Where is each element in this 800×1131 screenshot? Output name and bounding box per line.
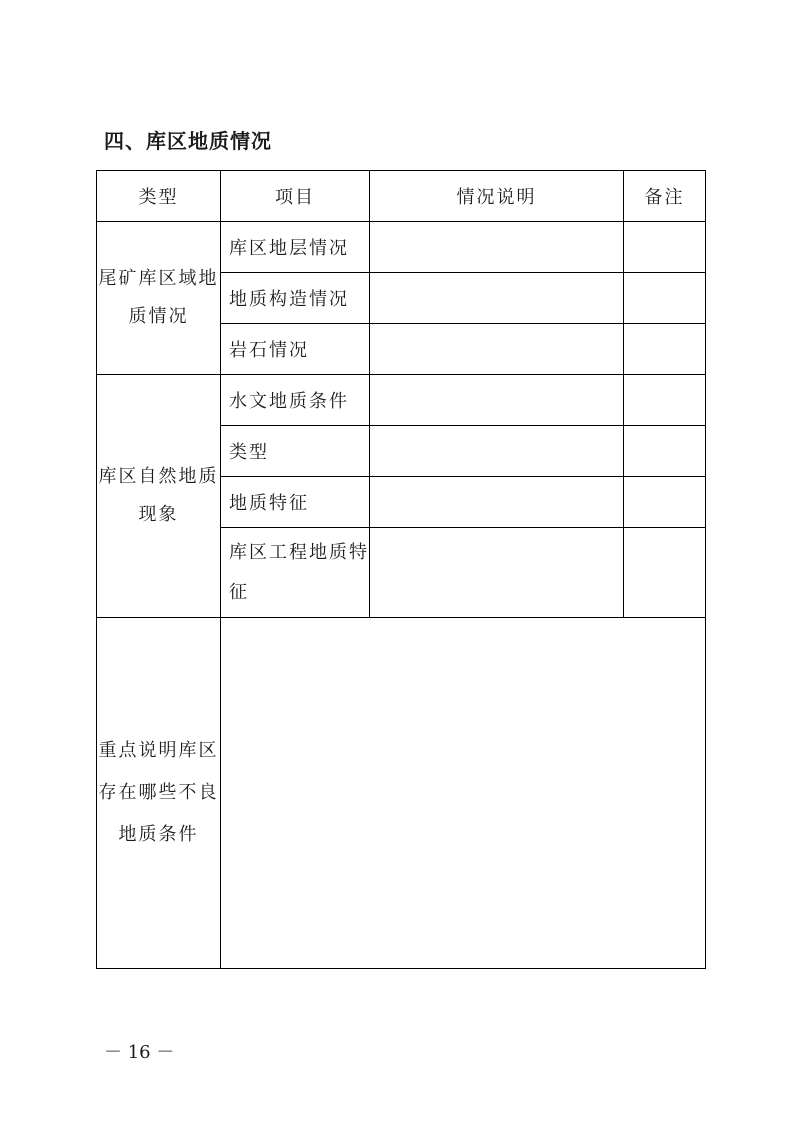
remarks-cell[interactable]: [624, 528, 706, 618]
page-number: － 16 －: [104, 1042, 175, 1063]
remarks-cell[interactable]: [624, 222, 706, 273]
remarks-cell[interactable]: [624, 477, 706, 528]
item-cell: 岩石情况: [221, 324, 370, 375]
item-cell: 库区地层情况: [221, 222, 370, 273]
header-item: 项目: [221, 171, 370, 222]
description-cell[interactable]: [370, 477, 624, 528]
category-cell: 库区自然地质现象: [97, 375, 221, 618]
header-remarks: 备注: [624, 171, 706, 222]
category-cell: 重点说明库区存在哪些不良地质条件: [97, 618, 221, 969]
section-title: 四、库区地质情况: [104, 129, 272, 153]
category-cell: 尾矿库区域地质情况: [97, 222, 221, 375]
header-type: 类型: [97, 171, 221, 222]
remarks-cell[interactable]: [624, 426, 706, 477]
description-cell[interactable]: [370, 222, 624, 273]
notes-area[interactable]: [221, 618, 706, 969]
description-cell[interactable]: [370, 426, 624, 477]
description-cell[interactable]: [370, 375, 624, 426]
table-row: [97, 375, 706, 426]
header-description: 情况说明: [370, 171, 624, 222]
item-cell: 库区工程地质特征: [221, 528, 370, 618]
table-row: [97, 618, 706, 969]
description-cell[interactable]: [370, 273, 624, 324]
description-cell[interactable]: [370, 324, 624, 375]
table-row: [97, 222, 706, 273]
description-cell[interactable]: [370, 528, 624, 618]
remarks-cell[interactable]: [624, 375, 706, 426]
item-cell: 类型: [221, 426, 370, 477]
remarks-cell[interactable]: [624, 273, 706, 324]
remarks-cell[interactable]: [624, 324, 706, 375]
item-cell: 地质构造情况: [221, 273, 370, 324]
geology-table: [96, 170, 706, 969]
item-cell: 地质特征: [221, 477, 370, 528]
table-header-row: [97, 171, 706, 222]
item-cell: 水文地质条件: [221, 375, 370, 426]
